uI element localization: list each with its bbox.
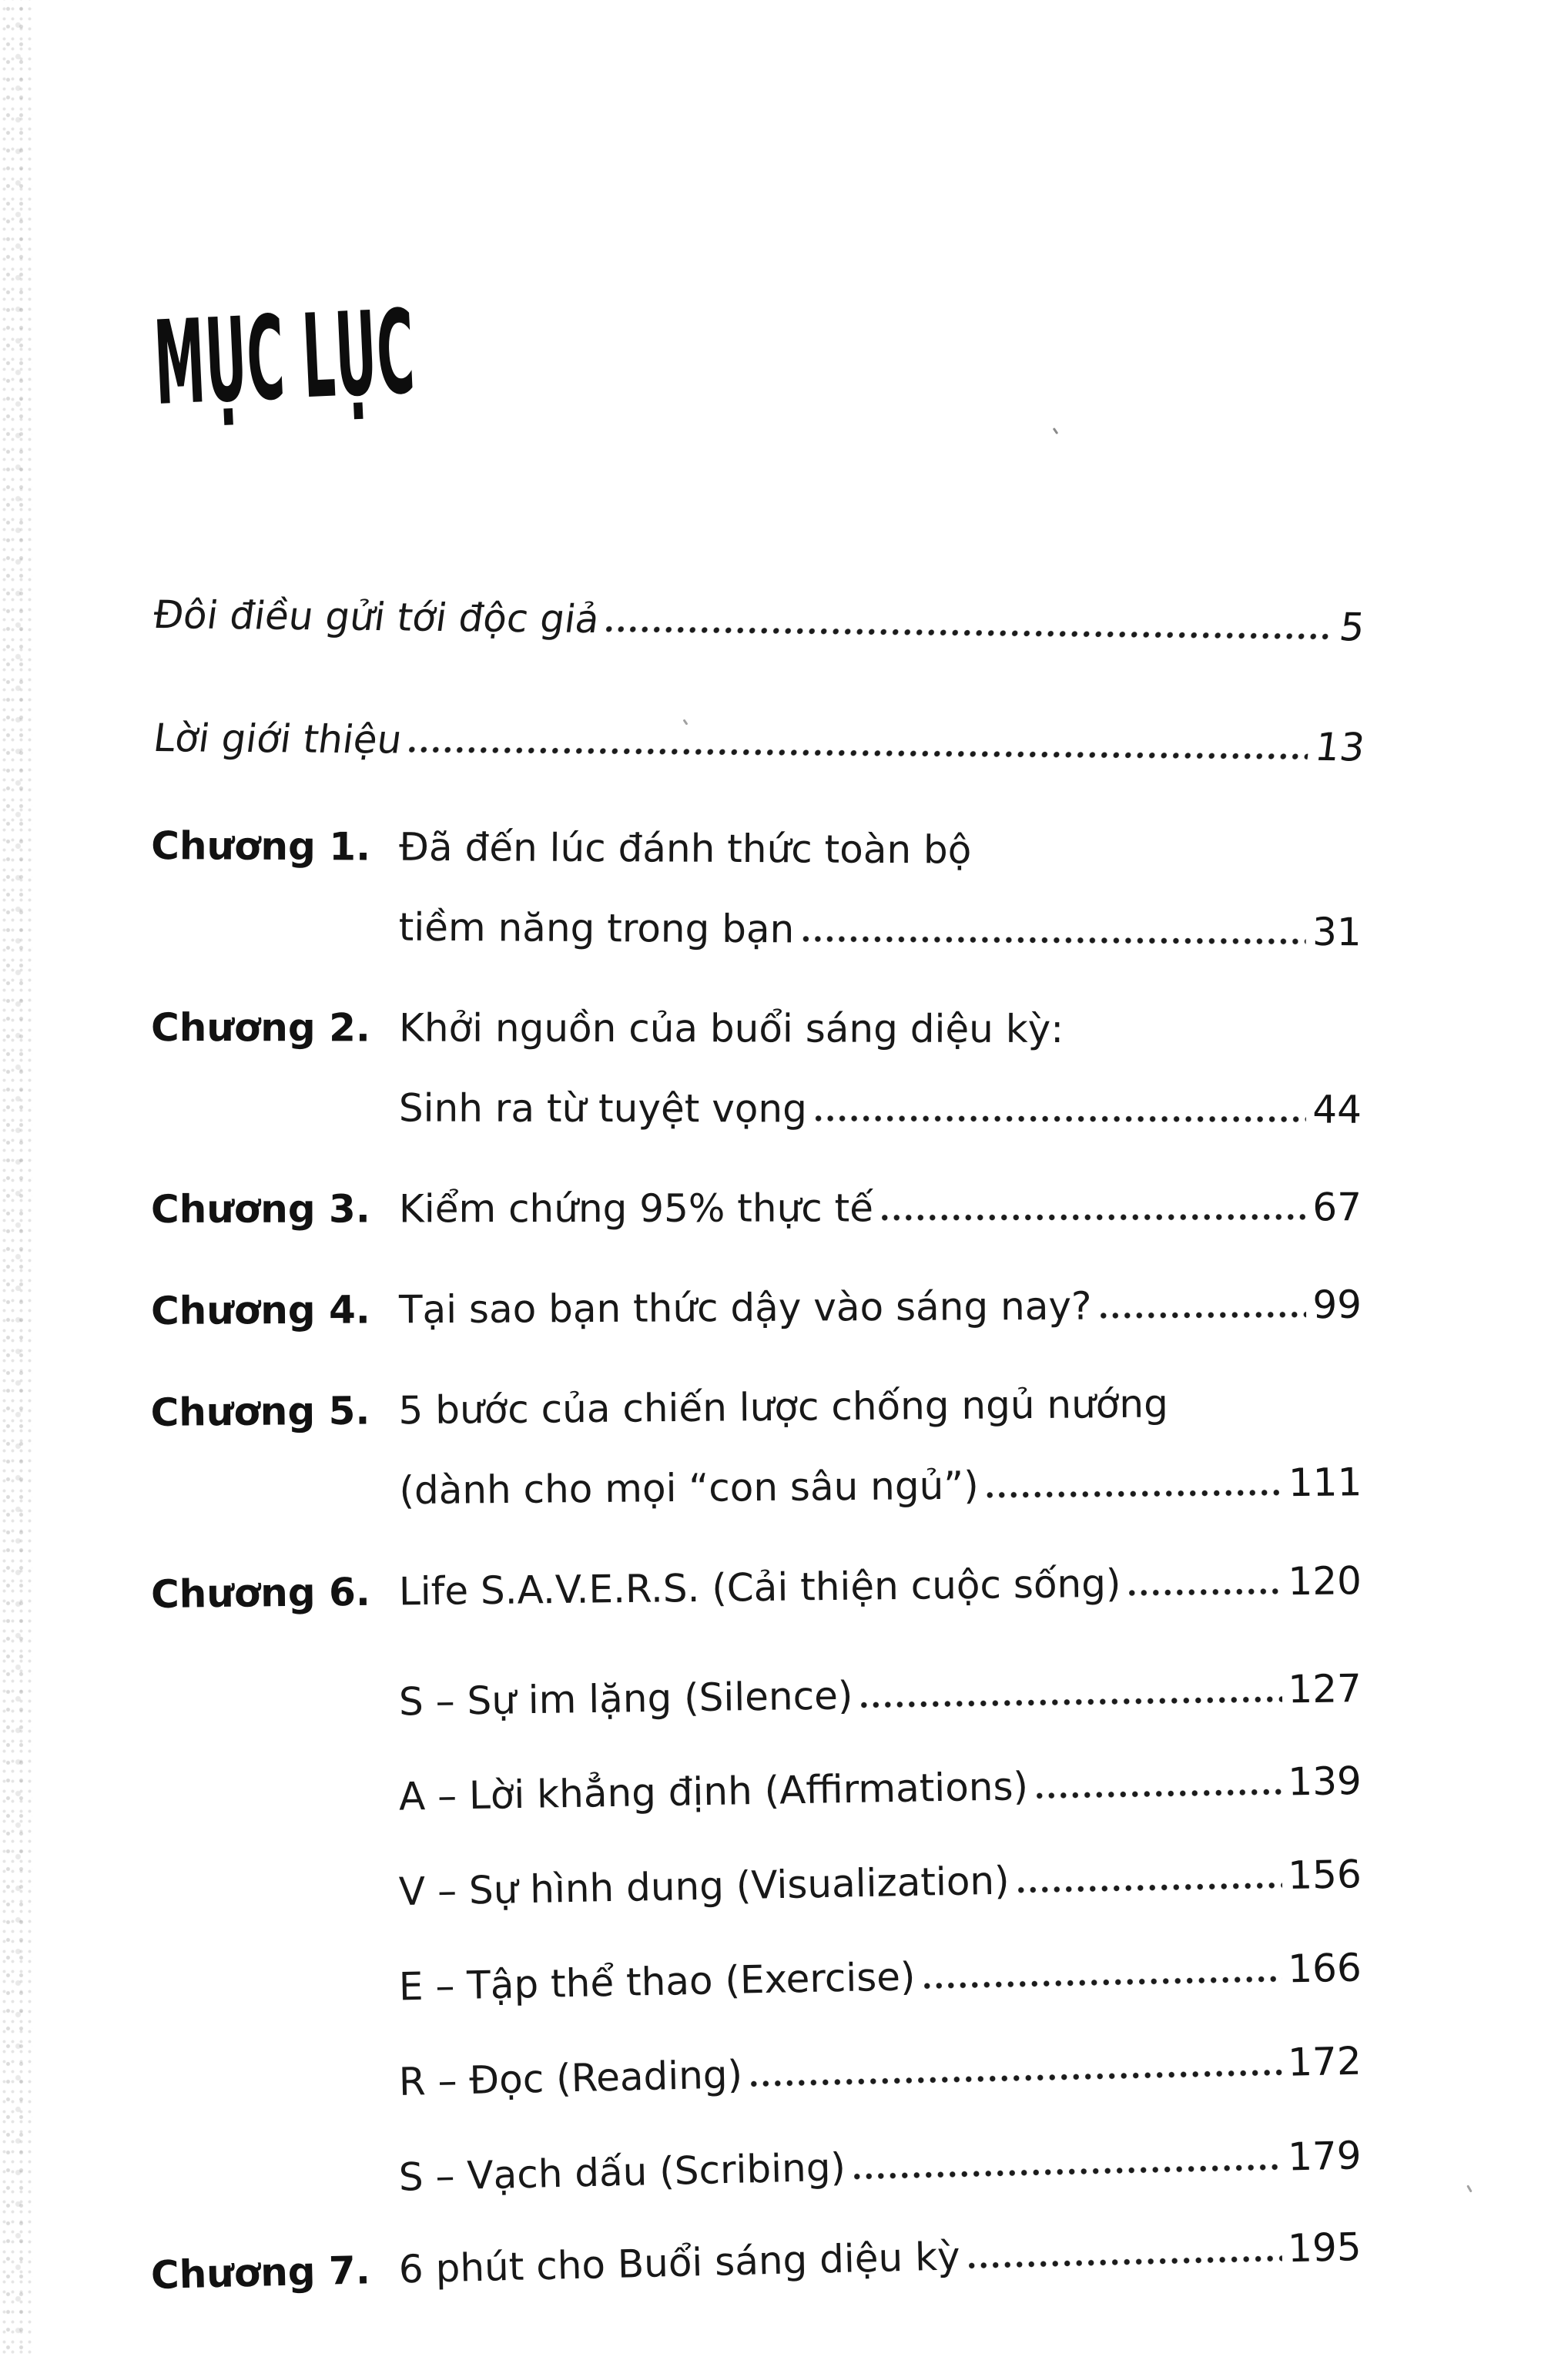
toc-entry-title: Sinh ra từ tuyệt vọng (398, 1085, 807, 1132)
dot-leader (812, 1113, 1306, 1124)
page-number: 99 (1312, 1282, 1362, 1328)
toc-entry (150, 592, 1368, 650)
chapter-label (151, 1774, 400, 1824)
toc-entry (151, 1184, 1362, 1232)
toc-entry-title: V – Sự hình dung (Visualization) (398, 1858, 1010, 1915)
toc-entry-title: 6 phút cho Buổi sáng diệu kỳ (398, 2234, 961, 2292)
toc-entry (151, 1557, 1362, 1618)
toc-subentry (150, 2038, 1362, 2111)
table-of-contents (150, 592, 1368, 2354)
toc-line (399, 904, 1362, 956)
toc-subentry (150, 1851, 1362, 1919)
toc-line (151, 592, 1368, 650)
chapter-label: Chương 5. (150, 1388, 370, 1436)
dot-leader (1097, 1309, 1307, 1320)
toc-line (399, 1282, 1362, 1333)
toc-line (398, 2224, 1362, 2292)
toc-entry-title: (dành cho mọi “con sâu ngủ”) (399, 1463, 979, 1514)
dot-leader (799, 934, 1306, 946)
toc-entry (151, 1282, 1362, 1334)
page-number: 139 (1287, 1758, 1362, 1805)
chapter-label (151, 1679, 400, 1728)
dot-leader (602, 624, 1333, 642)
page-title: MỤC LỤC (151, 285, 418, 431)
toc-line (399, 1459, 1362, 1514)
dot-leader (984, 1487, 1282, 1500)
chapter-label (150, 1964, 399, 2015)
toc-entry-title: Khởi nguồn của buổi sáng diệu kỳ: (399, 1005, 1064, 1052)
toc-entry-title: Tại sao bạn thức dậy vào sáng nay? (398, 1283, 1092, 1333)
chapter-label: Chương 6. (150, 1569, 371, 1617)
dot-leader (851, 2162, 1282, 2182)
page-number: 179 (1287, 2133, 1362, 2180)
toc-line (398, 1379, 1361, 1433)
toc-entry-title: 5 bước của chiến lược chống ngủ nướng (398, 1381, 1169, 1433)
chapter-label (150, 2154, 399, 2206)
toc-line (399, 1005, 1362, 1053)
toc-entry-title: E – Tập thể thao (Exercise) (398, 1954, 916, 2010)
toc-entry-title: A – Lời khẳng định (Affirmations) (398, 1764, 1029, 1819)
dot-leader (966, 2253, 1282, 2271)
page-number: 127 (1288, 1666, 1362, 1712)
toc-entry-title: tiềm năng trong bạn (398, 904, 795, 952)
dot-leader (921, 1974, 1282, 1991)
page-number: 5 (1336, 605, 1368, 650)
toc-entry (150, 1379, 1362, 1516)
toc-line (399, 1557, 1362, 1614)
dot-leader (1034, 1787, 1282, 1801)
scan-speck (1053, 427, 1059, 434)
page-number: 120 (1288, 1558, 1362, 1604)
chapter-label: Chương 2. (151, 1005, 370, 1051)
toc-entry-title: Đã đến lúc đánh thức toàn bộ (399, 824, 972, 873)
toc-entry-title: Life S.A.V.E.R.S. (Cải thiện cuộc sống) (398, 1561, 1121, 1614)
page-number: 156 (1287, 1852, 1362, 1898)
toc-subentry (151, 1758, 1362, 1824)
toc-subentry (150, 2132, 1362, 2206)
dot-leader (879, 1212, 1306, 1222)
page-number: 44 (1312, 1087, 1362, 1132)
toc-entry (151, 1004, 1362, 1133)
scan-edge-noise (0, 0, 32, 2357)
toc-line (398, 1851, 1362, 1915)
dot-leader (748, 2067, 1282, 2089)
page-number: 166 (1287, 1945, 1362, 1992)
page-number: 172 (1287, 2038, 1362, 2085)
dot-leader (858, 1694, 1282, 1710)
toc-line (151, 715, 1368, 770)
page-number: 13 (1312, 724, 1368, 770)
toc-line (398, 1758, 1362, 1820)
page-number: 111 (1288, 1460, 1362, 1506)
toc-line (399, 1665, 1362, 1725)
toc-line (399, 1085, 1362, 1133)
toc-line (398, 1944, 1362, 2010)
toc-line (398, 2038, 1362, 2105)
toc-line (398, 2132, 1362, 2200)
toc-entry-title: Đôi điều gửi tới độc giả (150, 592, 602, 642)
page-number: 31 (1312, 909, 1362, 955)
page-number: 67 (1312, 1185, 1362, 1230)
chapter-label: Chương 1. (151, 823, 371, 870)
toc-entry (150, 2224, 1362, 2298)
toc-entry-title: S – Vạch dấu (Scribing) (398, 2144, 846, 2200)
dot-leader (1015, 1880, 1282, 1895)
toc-subentry (151, 1665, 1362, 1728)
toc-entry-title: S – Sự im lặng (Silence) (398, 1673, 853, 1725)
page-number: 195 (1287, 2224, 1362, 2272)
chapter-label (150, 2059, 399, 2111)
chapter-label (150, 1869, 399, 1919)
toc-line (399, 824, 1362, 876)
toc-entry-title: R – Đọc (Reading) (398, 2052, 743, 2104)
toc-entry-title: Lời giới thiệu (150, 716, 405, 763)
dot-leader (405, 745, 1308, 762)
chapter-label: Chương 3. (150, 1186, 370, 1232)
toc-entry-title: Kiểm chứng 95% thực tế (398, 1185, 874, 1232)
dot-leader (1126, 1586, 1282, 1598)
chapter-label: Chương 4. (150, 1287, 370, 1333)
chapter-label: Chương 7. (150, 2248, 371, 2298)
scan-speck (1466, 2184, 1473, 2192)
toc-subentry (150, 1944, 1362, 2015)
toc-entry (150, 715, 1368, 770)
toc-line (399, 1184, 1362, 1232)
toc-entry (151, 823, 1362, 955)
